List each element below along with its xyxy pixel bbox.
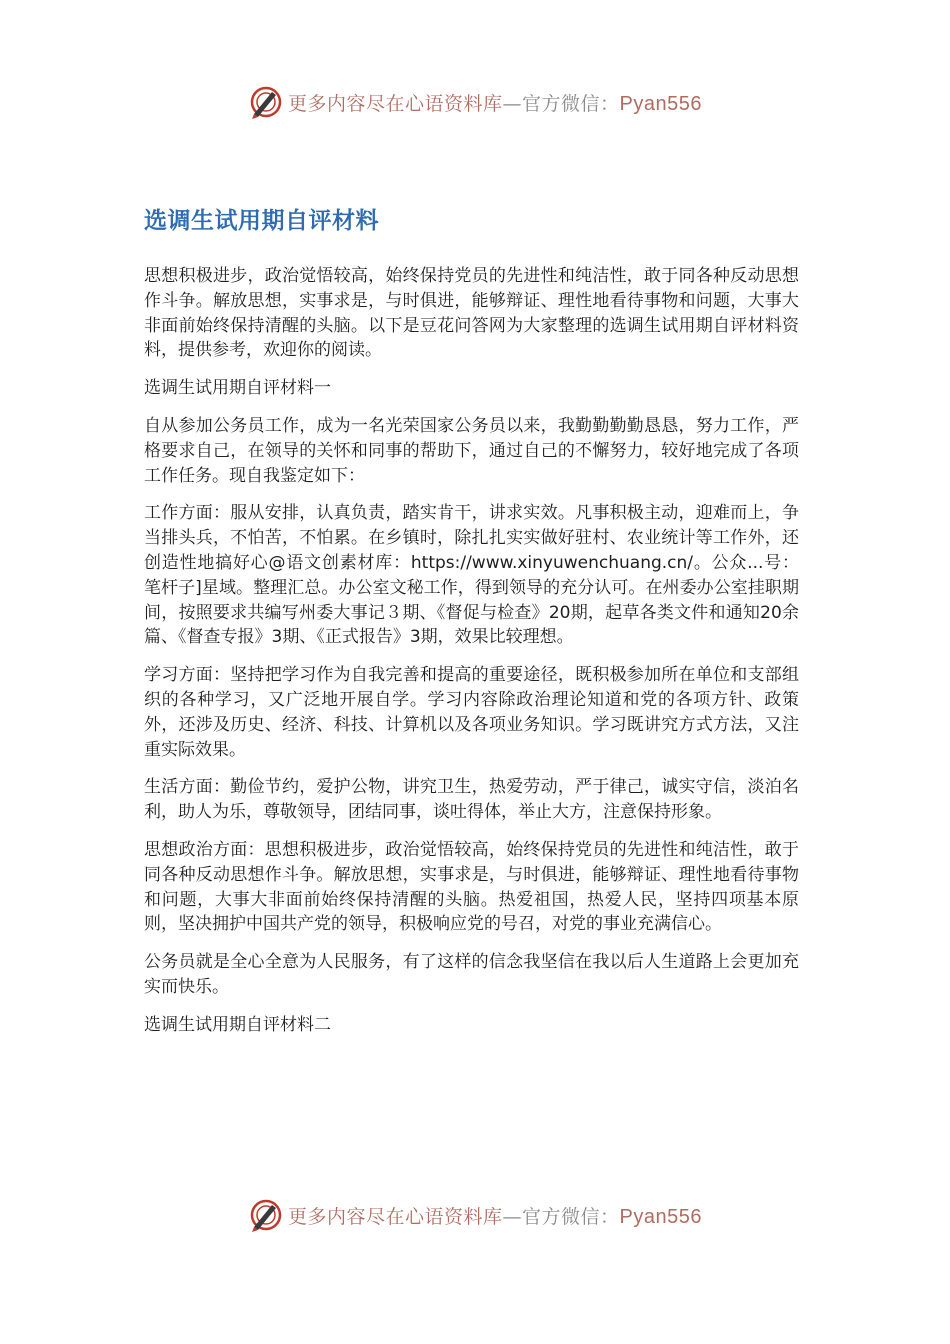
banner-text [288, 1202, 702, 1229]
banner-text [288, 89, 702, 116]
section-heading-one: 选调生试用期自评材料一 [144, 378, 331, 399]
paragraph-opening: 自从参加公务员工作，成为一名光荣国家公务员以来，我勤勤勤勤恳恳，努力工作，严格要求自己，在领导的关怀和同事的帮助下，通过自己的不懈努力，较好地完成了各项工作任务。现自我鉴定如下： [144, 415, 799, 486]
banner-main-text: 更多内容尽在心语资料库 [288, 92, 503, 115]
paragraph-study: 学习方面：坚持把学习作为自我完善和提高的重要途径，既积极参加所在单位和支部组织的各种学习，又广泛地开展自学。学习内容除政治理论知道和党的各项方针、政策外，还涉及历史、经济、科技、计算机以及各项业务知识。学习既讲究方式方法，又注重实际效果。 [144, 665, 799, 760]
paragraph-closing: 公务员就是全心全意为人民服务，有了这样的信念我坚信在我以后人生道路上会更加充实而快乐。 [144, 952, 799, 997]
paragraph-work: 工作方面：服从安排，认真负责，踏实肯干，讲求实效。凡事积极主动，迎难而上，争当排头兵，不怕苦，不怕累。在乡镇时，除扎扎实实做好驻村、农业统计等工作外，还创造性地搞好心@语文创素材库：https://www.xinyuwenchuang.cn/。公众...号：笔杆子]星域。整理汇总。办公室文秘工作，得到领导的充分认可。在州委办公室挂职期间，按照要求共编写州委大事记３期、《督促与检查》20期，起草各类文件和通知20余篇、《督查专报》3期、《正式报告》3期，效果比较理想。 [144, 503, 799, 648]
banner-dash: — [502, 92, 523, 115]
paragraph-life: 生活方面：勤俭节约，爱护公物，讲究卫生，热爱劳动，严于律己，诚实守信，淡泊名利，助人为乐，尊敬领导，团结同事，谈吐得体，举止大方，注意保持形象。 [144, 777, 799, 823]
header-banner [0, 82, 950, 122]
paragraph-intro: 思想积极进步，政治觉悟较高，始终保持党员的先进性和纯洁性，敢于同各种反动思想作斗争。解放思想，实事求是，与时俱进，能够辩证、理性地看待事物和问题，大事大非面前始终保持清醒的头脑。以下是豆花问答网为大家整理的选调生试用期自评材料资料，提供参考，欢迎你的阅读。 [144, 266, 799, 361]
banner-dash: — [502, 1205, 523, 1228]
page-title: 选调生试用期自评材料 [144, 208, 379, 234]
section-heading-two: 选调生试用期自评材料二 [144, 1014, 331, 1035]
pen-logo-icon [248, 84, 284, 120]
banner-wechat-label: 官方微信： [522, 1205, 620, 1228]
footer-banner [0, 1195, 950, 1235]
banner-wechat-label: 官方微信： [522, 92, 620, 115]
banner-main-text: 更多内容尽在心语资料库 [288, 1205, 503, 1228]
banner-handle: Pyan556 [619, 92, 702, 115]
pen-logo-icon [248, 1197, 284, 1233]
document-body [144, 202, 799, 1051]
banner-handle: Pyan556 [619, 1205, 702, 1228]
paragraph-politics: 思想政治方面：思想积极进步，政治觉悟较高，始终保持党员的先进性和纯洁性，敢于同各种反动思想作斗争。解放思想，实事求是，与时俱进，能够辩证、理性地看待事物和问题，大事大非面前始终保持清醒的头脑。热爱祖国，热爱人民，坚持四项基本原则，坚决拥护中国共产党的领导，积极响应党的号召，对党的事业充满信心。 [144, 839, 799, 935]
